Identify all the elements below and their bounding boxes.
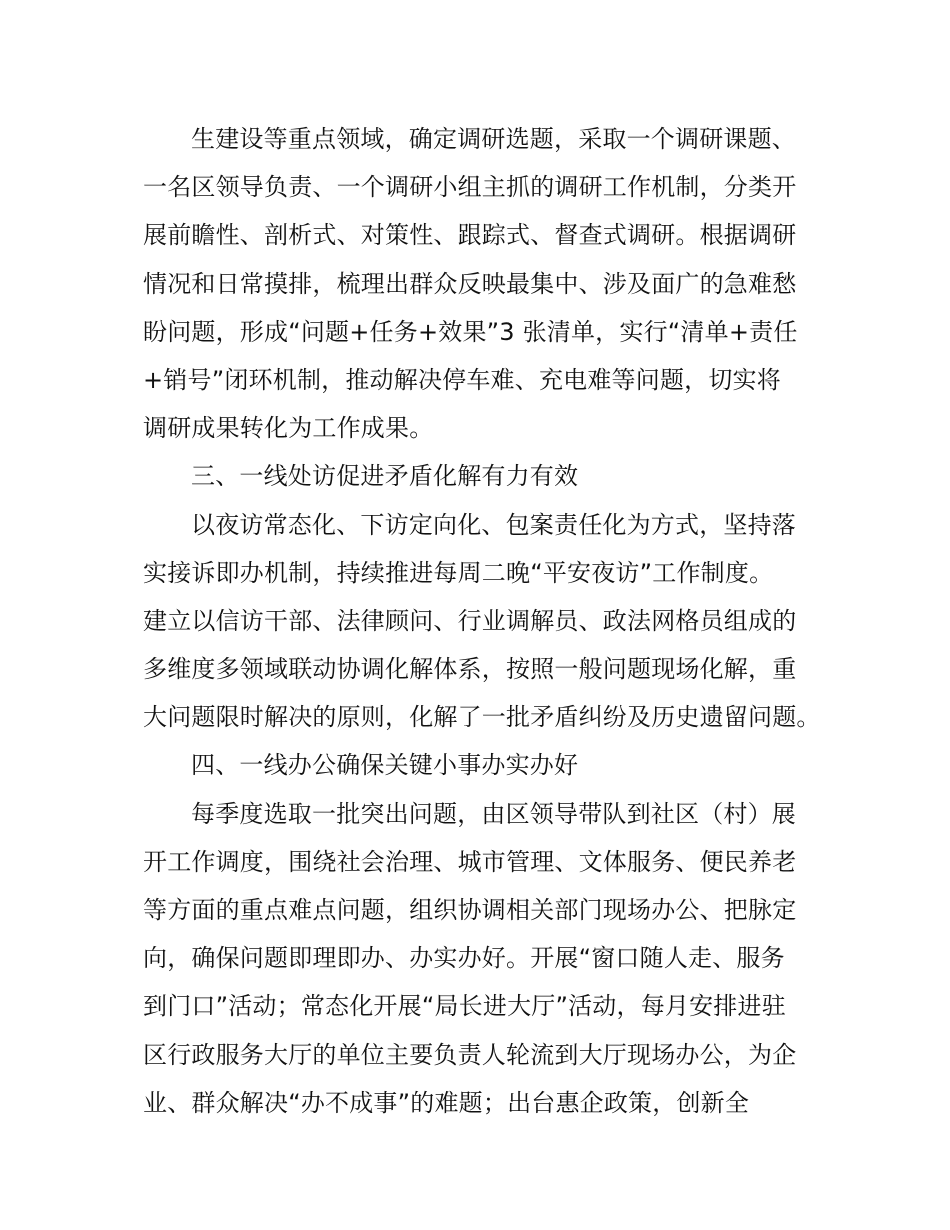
paragraph-line: 实接诉即办机制，持续推进每周二晚“平安夜访”工作制度。 <box>143 558 774 587</box>
paragraph-line: 情况和日常摸排，梳理出群众反映最集中、涉及面广的急难愁 <box>143 269 797 298</box>
section-heading-4: 四、一线办公确保关键小事办实办好 <box>191 751 579 780</box>
paragraph-line: 大问题限时解决的原则，化解了一批矛盾纠纷及历史遗留问题。 <box>143 703 821 732</box>
paragraph-line: 生建设等重点领域，确定调研选题，采取一个调研课题、 <box>191 125 796 153</box>
paragraph-line: 调研成果转化为工作成果。 <box>143 414 434 443</box>
paragraph-line: 一名区领导负责、一个调研小组主抓的调研工作机制，分类开 <box>143 173 797 202</box>
paragraph-line: 开工作调度，围绕社会治理、城市管理、文体服务、便民养老 <box>143 847 797 876</box>
document-body <box>143 115 843 1127</box>
section-heading-3: 三、一线处访促进矛盾化解有力有效 <box>191 462 579 491</box>
paragraph-line: 每季度选取一批突出问题，由区领导带队到社区（村）展 <box>191 799 796 828</box>
paragraph-line: +销号”闭环机制，推动解决停车难、充电难等问题，切实将 <box>143 365 781 394</box>
paragraph-line: 业、群众解决“办不成事”的难题；出台惠企政策，创新全 <box>143 1088 750 1117</box>
paragraph-line: 向，确保问题即理即办、办实办好。开展“窗口随人走、服务 <box>143 944 785 973</box>
paragraph-line: 到门口”活动；常态化开展“局长进大厅”活动，每月安排进驻 <box>143 992 786 1021</box>
paragraph-line: 多维度多领域联动协调化解体系，按照一般问题现场化解，重 <box>143 655 797 684</box>
paragraph-line: 等方面的重点难点问题，组织协调相关部门现场办公、把脉定 <box>143 896 797 924</box>
paragraph-line: 展前瞻性、剖析式、对策性、跟踪式、督查式调研。根据调研 <box>143 221 797 250</box>
paragraph-line: 建立以信访干部、法律顾问、行业调解员、政法网格员组成的 <box>143 606 797 635</box>
paragraph-line: 以夜访常态化、下访定向化、包案责任化为方式，坚持落 <box>191 510 796 539</box>
paragraph-line: 区行政服务大厅的单位主要负责人轮流到大厅现场办公，为企 <box>143 1040 797 1069</box>
paragraph-line: 盼问题，形成“问题+任务+效果”3 张清单，实行“清单+责任 <box>143 317 798 346</box>
